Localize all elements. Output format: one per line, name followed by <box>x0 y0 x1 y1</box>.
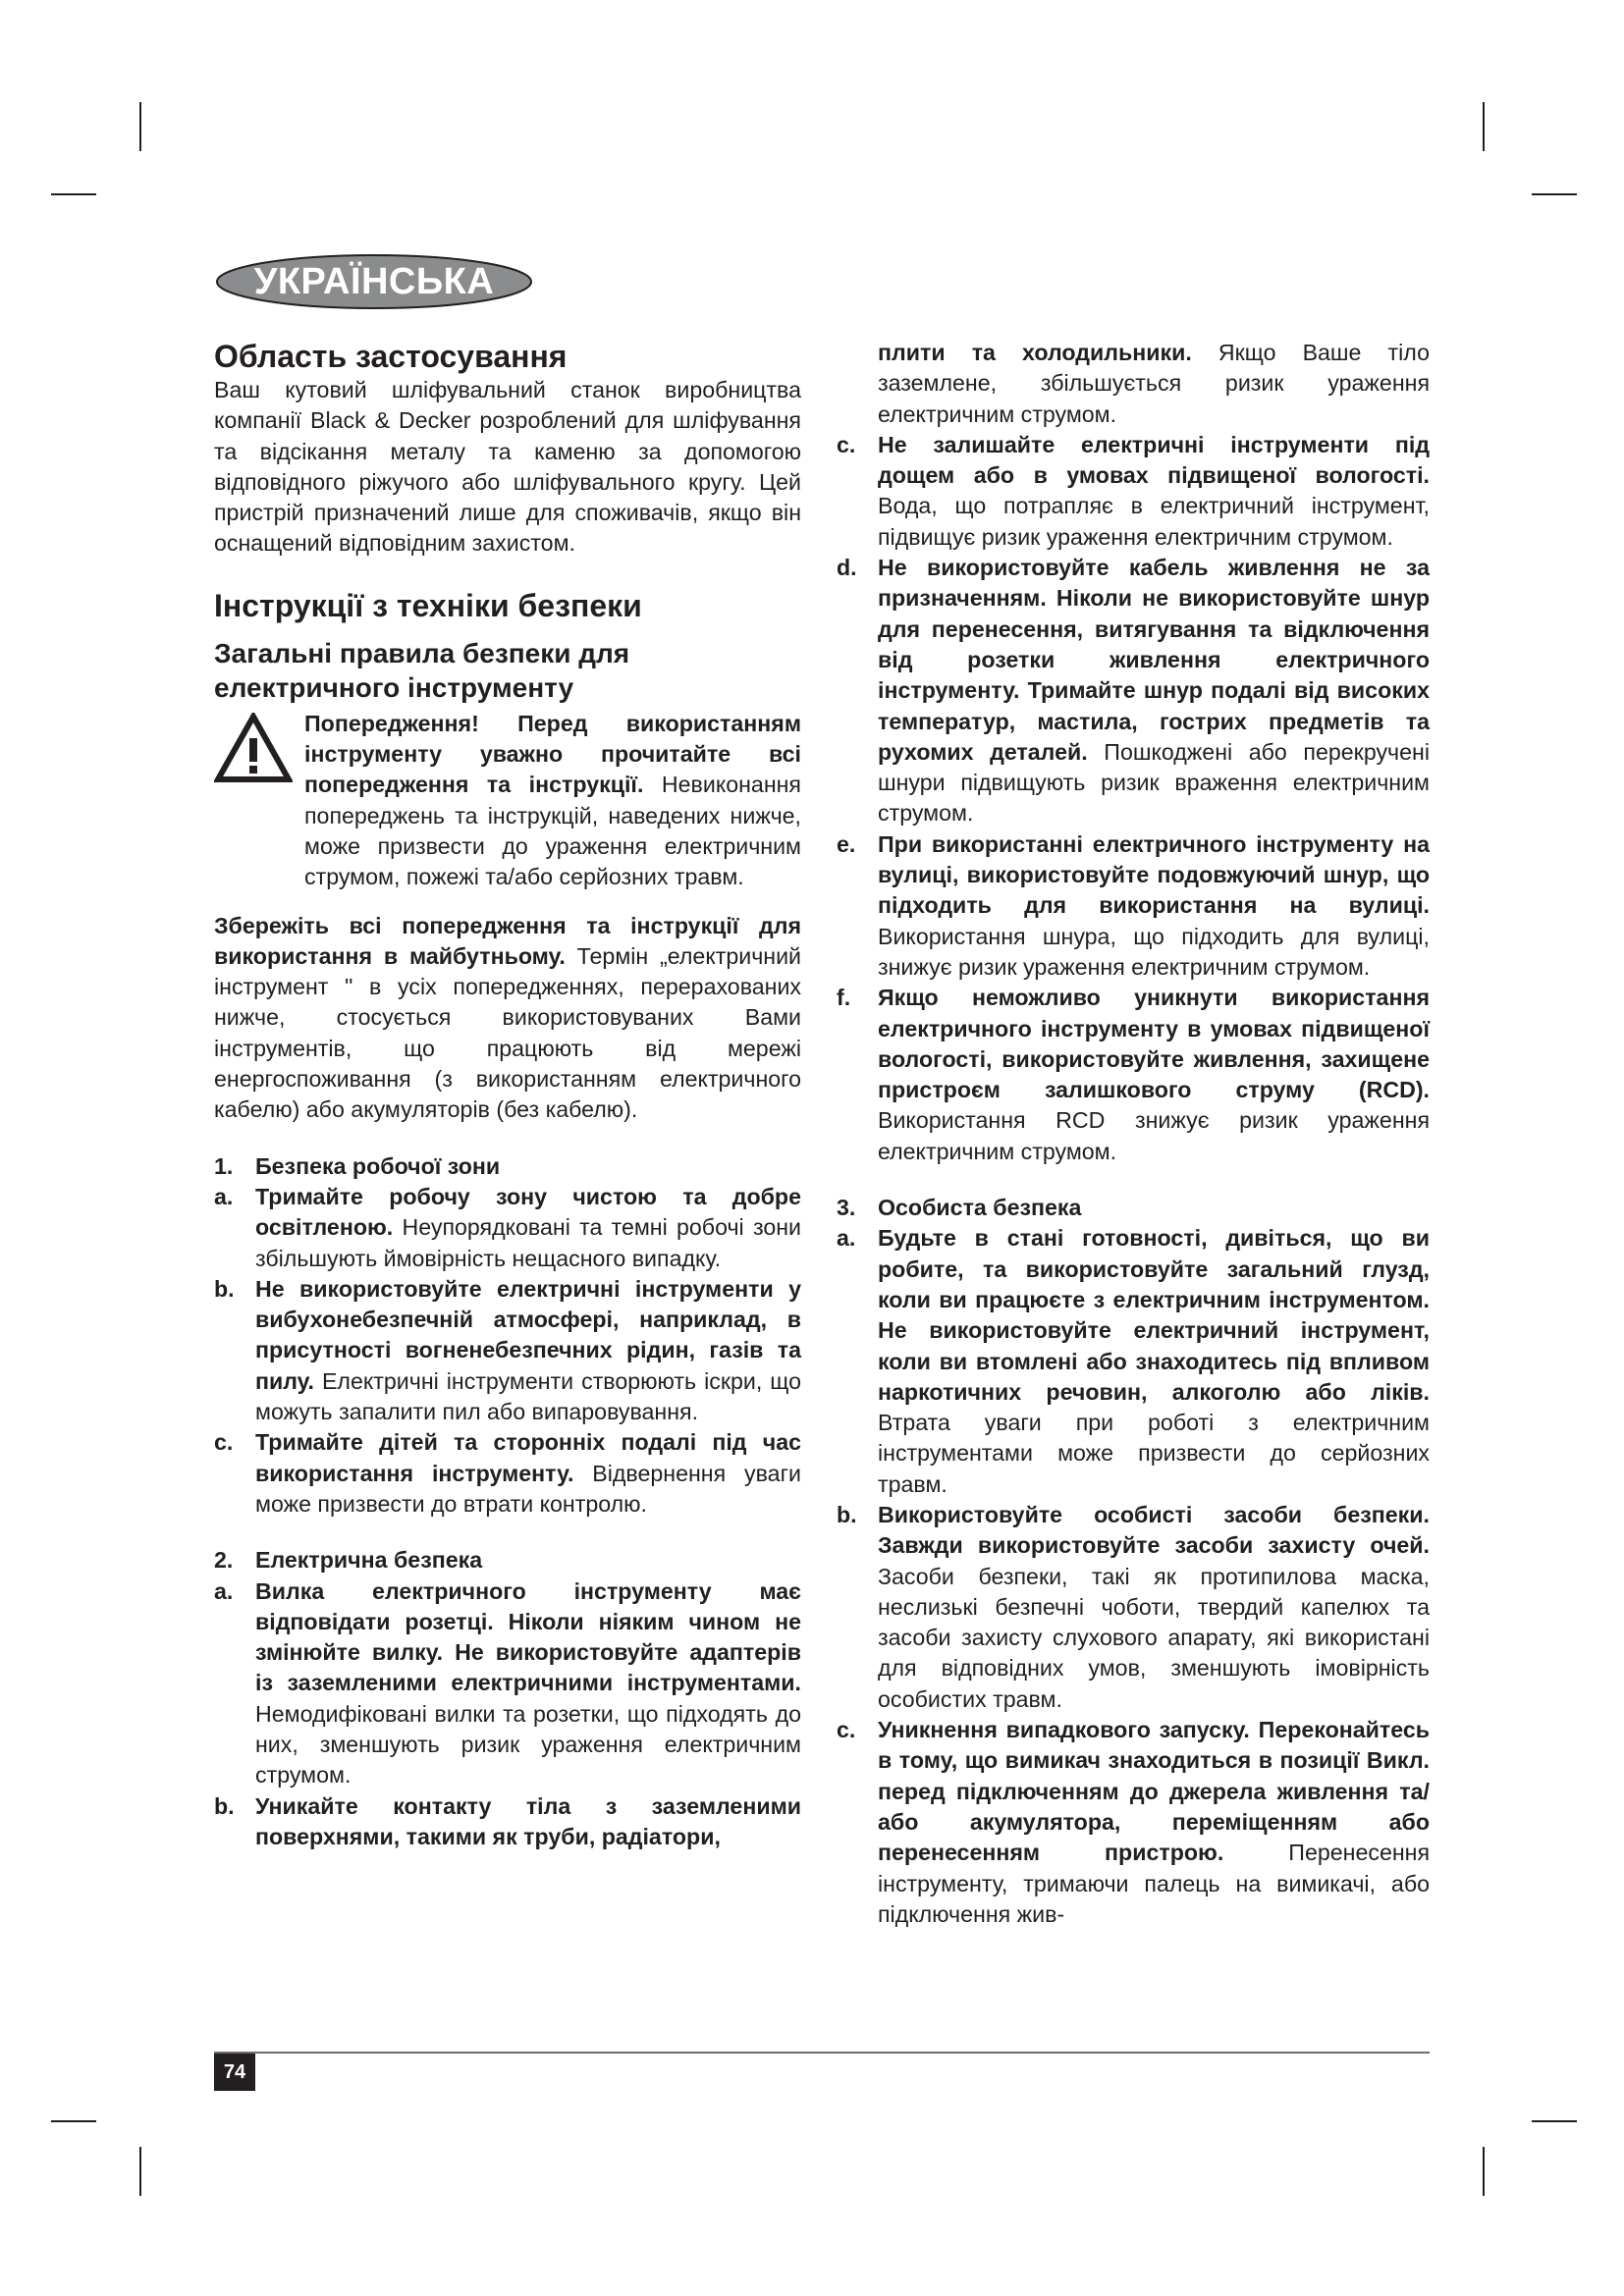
item-marker: a. <box>214 1577 234 1604</box>
item-marker: b. <box>837 1501 857 1527</box>
item-text: Будьте в стані готовності, дивіться, що ви робите, та використовуйте загальний глузд, коли ви працюєте з електричним інструментом. Не використовуйте електричний інструмент, коли ви втомлені або знаходитесь під впливом наркотичних речовин, алкоголю або ліків. Втрата уваги при роботі з електричним інструментами може призвести до серйозних травм. <box>878 1225 1430 1497</box>
section-title: Електрична безпека <box>255 1547 483 1574</box>
item-marker: c. <box>837 1717 856 1743</box>
crop-mark <box>1483 2147 1485 2196</box>
item-text: Не залишайте електричні інструменти під дощем або в умовах підвищеної вологості. Вода, що потрапляє в електричний інструмент, підвищує ризик ураження електричним струмом. <box>878 431 1430 550</box>
page-number: 74 <box>214 2054 255 2091</box>
left-column <box>214 338 801 1852</box>
language-label: УКРАЇНСЬКА <box>253 261 495 302</box>
section-personal <box>837 1193 1430 1223</box>
section-number: 1. <box>214 1152 234 1179</box>
warning-bold: Попередження! Перед використанням інструменту уважно прочитайте всі попередження та інструкції. <box>304 710 801 798</box>
item-marker: a. <box>214 1183 234 1209</box>
list-item-continued <box>837 338 1430 430</box>
item-marker: e. <box>837 830 856 857</box>
section-number: 2. <box>214 1547 234 1574</box>
list-item <box>837 829 1430 983</box>
item-text: Вилка електричного інструменту має відповідати розетці. Ніколи ніяким чином не змінюйте вилку. Не використовуйте адаптерів із заземленими електричними інструментами. Немодифіковані вилки та розетки, що підходять до них, зменшують ризик ураження електричним струмом. <box>255 1577 801 1789</box>
list-item <box>214 1427 801 1520</box>
language-badge <box>214 252 534 311</box>
list-item <box>837 1715 1430 1930</box>
item-marker: c. <box>214 1429 234 1456</box>
item-text: Використовуйте особисті засоби безпеки. Завжди використовуйте засоби захисту очей. Засоби безпеки, такі як протипилова маска, неслизькі безпечні чоботи, твердий капелюх та засоби захисту слухового апарату, які використані для відповідних умов, зменшують імовірність особистих травм. <box>878 1501 1430 1712</box>
section-number: 3. <box>837 1195 856 1221</box>
list-item <box>214 1791 801 1853</box>
section-electrical <box>214 1545 801 1575</box>
keep-body: Термін „електричний інструмент " в усіх попередженнях, перерахованих нижче, стосується використовуваних Вами інструментів, що працюють від мережі енергоспоживання (з використанням електричного кабелю) або акумуляторів (без кабелю). <box>214 942 801 1123</box>
warning-body: Невиконання попереджень та інструкцій, наведених нижче, може призвести до ураження електричним струмом, пожежі та/або серйозних травм. <box>304 772 801 890</box>
item-text: Тримайте дітей та сторонніх подалі під час використання інструменту. Відвернення уваги може призвести до втрати контролю. <box>255 1429 801 1517</box>
safety-heading: Інструкції з техніки безпеки <box>214 587 642 623</box>
item-text: Уникайте контакту тіла з заземленими поверхнями, такими як труби, радіатори, <box>255 1792 801 1849</box>
section-work-area <box>214 1151 801 1182</box>
list-item <box>837 983 1430 1167</box>
scope-heading: Область застосування <box>214 339 568 374</box>
warning-block <box>214 709 801 893</box>
section-title: Особиста безпека <box>878 1195 1082 1221</box>
crop-mark <box>139 2147 141 2196</box>
item-text: При використанні електричного інструменту на вулиці, використовуйте подовжуючий шнур, що підходить для використання на вулиці. Використання шнура, що підходить для вулиці, знижує ризик ураження електричним струмом. <box>878 830 1430 980</box>
crop-mark <box>1532 2120 1577 2122</box>
crop-mark <box>51 193 96 195</box>
item-text: Не використовуйте кабель живлення не за призначенням. Ніколи не використовуйте шнур для перенесення, витягування та відключення від розетки живлення електричного інструменту. Тримайте шнур подалі від високих температур, мастила, гострих предметів та рухомих деталей. Пошкоджені або перекручені шнури підвищують ризик враження електричним струмом. <box>878 555 1430 827</box>
crop-mark <box>1532 193 1577 195</box>
item-text: Не використовуйте електричні інструменти у вибухонебезпечній атмосфері, наприклад, в присутності вогненебезпечних рідин, газів та пилу. Електричні інструменти створюють іскри, що можуть запалити пил або випаровування. <box>255 1275 801 1425</box>
item-marker: d. <box>837 555 857 581</box>
keep-instructions-paragraph <box>214 911 801 1126</box>
list-item <box>837 553 1430 829</box>
item-marker: b. <box>214 1275 235 1302</box>
warning-text <box>304 709 801 893</box>
footer-rule <box>214 2052 1430 2054</box>
item-marker: c. <box>837 431 856 457</box>
list-item <box>837 1500 1430 1715</box>
item-text: плити та холодильники. Якщо Ваше тіло заземлене, збільшується ризик ураження електричним струмом. <box>878 340 1430 427</box>
item-marker: f. <box>837 985 851 1011</box>
item-marker: b. <box>214 1792 235 1819</box>
item-text: Уникнення випадкового запуску. Переконайтесь в тому, що вимикач знаходиться в позиції Викл. перед підключенням до джерела живлення та/або акумулятора, переміщенням або перенесенням пристрою. Перенесення інструменту, тримаючи палець на вимикачі, або підключення жив- <box>878 1717 1431 1927</box>
item-marker: a. <box>837 1225 856 1252</box>
list-item <box>214 1576 801 1791</box>
general-rules-heading: Загальні правила безпеки для електричного інструменту <box>214 637 630 703</box>
item-text: Якщо неможливо уникнути використання електричного інструменту в умовах підвищеної вологості, використовуйте живлення, захищене пристроєм залишкового струму (RCD). Використання RCD знижує ризик ураження електричним струмом. <box>878 985 1430 1164</box>
list-item <box>214 1182 801 1274</box>
crop-mark <box>1483 102 1485 151</box>
list-item <box>214 1274 801 1427</box>
section-title: Безпека робочої зони <box>255 1152 501 1179</box>
scope-paragraph: Ваш кутовий шліфувальний станок виробництва компанії Black & Decker розроблений для шліфування та відсікання металу та каменю за допомогою відповідного ріжучого або шліфувального кругу. Цей пристрій призначений лише для споживачів, якщо він оснащений відповідним захистом. <box>214 377 801 557</box>
item-text: Тримайте робочу зону чистою та добре освітленою. Неупорядковані та темні робочі зони збільшують ймовірність нещасного випадку. <box>255 1183 801 1271</box>
keep-bold: Збережіть всі попередження та інструкції для використання в майбутньому. <box>214 912 801 969</box>
list-item <box>837 430 1430 553</box>
right-column <box>837 338 1430 1930</box>
list-item <box>837 1223 1430 1500</box>
crop-mark <box>139 102 141 151</box>
crop-mark <box>51 2120 96 2122</box>
warning-triangle-icon <box>214 709 304 893</box>
